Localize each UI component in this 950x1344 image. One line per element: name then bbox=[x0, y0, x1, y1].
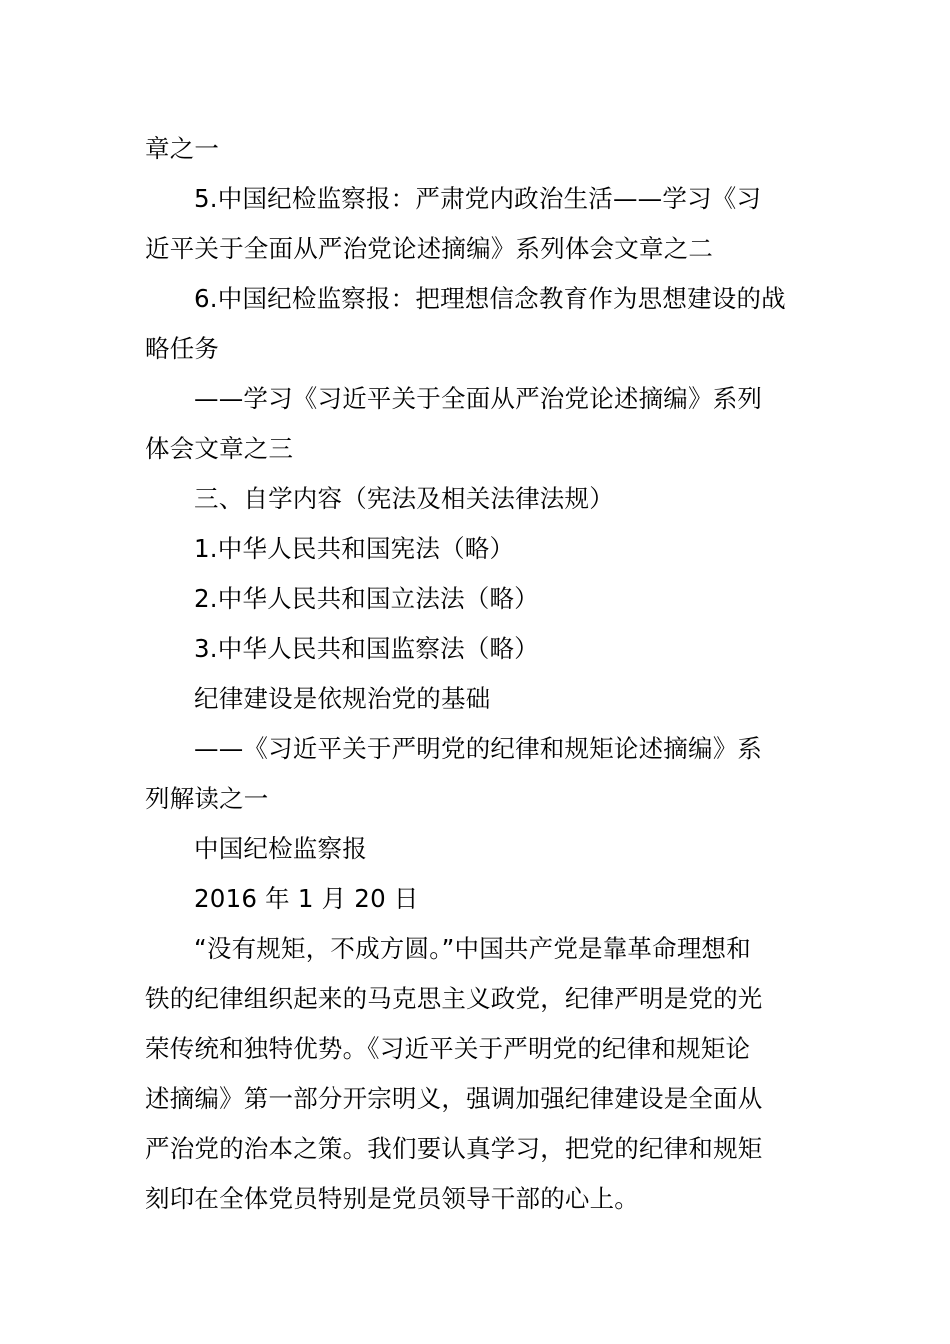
text-line: 近平关于全面从严治党论述摘编》系列体会文章之二 bbox=[145, 234, 714, 263]
article-title: 纪律建设是依规治党的基础 bbox=[194, 684, 491, 713]
text-line: 略任务 bbox=[145, 334, 220, 363]
paragraph-line: 铁的纪律组织起来的马克思主义政党，纪律严明是党的光 bbox=[145, 984, 763, 1013]
text-line: 章之一 bbox=[145, 134, 220, 163]
text-line: 5.中国纪检监察报：严肃党内政治生活——学习《习 bbox=[194, 184, 762, 213]
article-subtitle: ——《习近平关于严明党的纪律和规矩论述摘编》系 bbox=[194, 734, 763, 763]
paragraph-line: 述摘编》第一部分开宗明义，强调加强纪律建设是全面从 bbox=[145, 1084, 763, 1113]
list-item: 1.中华人民共和国宪法（略） bbox=[194, 534, 515, 563]
list-item: 2.中华人民共和国立法法（略） bbox=[194, 584, 539, 613]
text-line: ——学习《习近平关于全面从严治党论述摘编》系列 bbox=[194, 384, 763, 413]
document-body bbox=[145, 124, 813, 1224]
text-line: 体会文章之三 bbox=[145, 434, 294, 463]
article-source: 中国纪检监察报 bbox=[194, 834, 367, 863]
article-subtitle-continued: 列解读之一 bbox=[145, 784, 269, 813]
paragraph-line: “没有规矩，不成方圆。”中国共产党是靠革命理想和 bbox=[194, 934, 751, 963]
article-date: 2016 年 1 月 20 日 bbox=[194, 884, 419, 913]
paragraph-line: 刻印在全体党员特别是党员领导干部的心上。 bbox=[145, 1184, 639, 1213]
list-item: 3.中华人民共和国监察法（略） bbox=[194, 634, 539, 663]
text-line: 6.中国纪检监察报：把理想信念教育作为思想建设的战 bbox=[194, 284, 786, 313]
paragraph-line: 严治党的治本之策。我们要认真学习，把党的纪律和规矩 bbox=[145, 1134, 763, 1163]
paragraph-line: 荣传统和独特优势。《习近平关于严明党的纪律和规矩论 bbox=[145, 1034, 751, 1063]
section-heading: 三、自学内容（宪法及相关法律法规） bbox=[194, 484, 614, 513]
